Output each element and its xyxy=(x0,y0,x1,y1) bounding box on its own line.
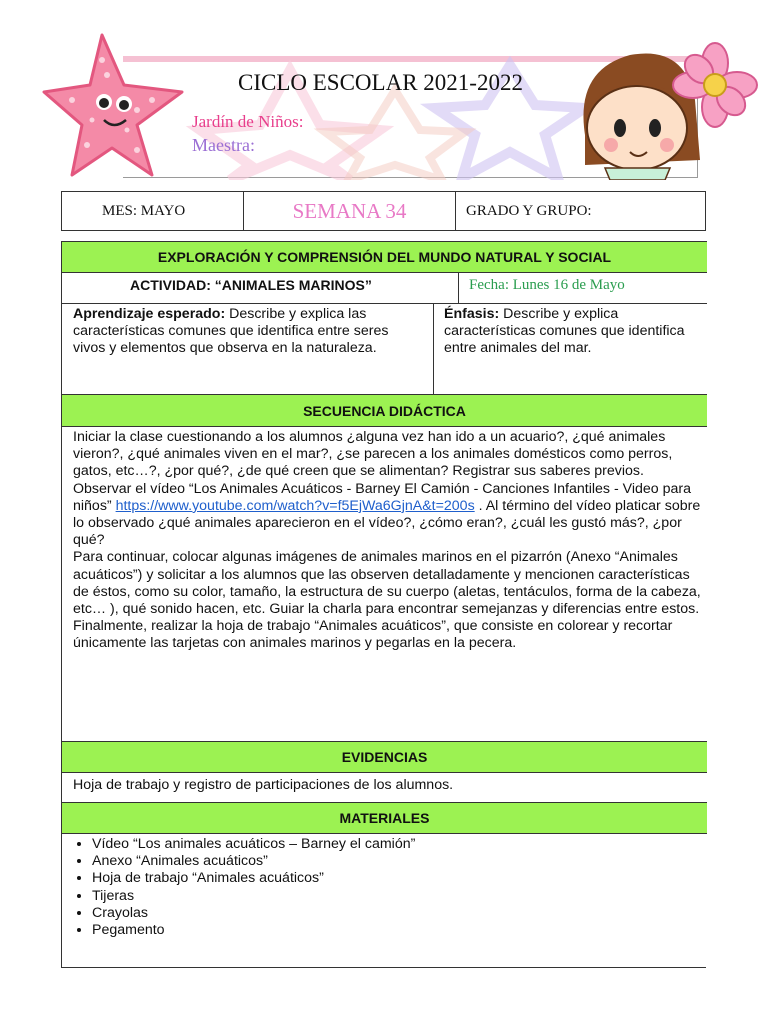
info-row xyxy=(61,191,706,231)
grade-group-cell: GRADO Y GRUPO: xyxy=(466,202,592,219)
planning-table xyxy=(61,241,706,968)
emphasis-label: Énfasis: xyxy=(444,306,500,322)
material-item: • Vídeo “Los animales acuáticos – Barney el camión” xyxy=(92,836,692,853)
expected-learning-label: Aprendizaje esperado: xyxy=(73,306,226,322)
kindergarten-label: Jardín de Niños: xyxy=(192,112,304,131)
girl-with-flower-illustration xyxy=(575,40,765,180)
sequence-paragraph: Iniciar la clase cuestionando a los alumnos ¿alguna vez han ido a un acuario?, ¿qué animales vieron?, ¿qué animales viven en el mar?, ¿se parecen a los animales domésticos como perros, gatos, etc…?, ¿por qué?, ¿de qué creen que se alimentan? Registrar sus saberes previos. xyxy=(73,429,673,480)
material-item: • Hoja de trabajo “Animales acuáticos” xyxy=(92,870,692,887)
evidence-text: Hoja de trabajo y registro de participaciones de los alumnos. xyxy=(73,777,454,793)
materials-list xyxy=(62,836,692,939)
divider xyxy=(458,273,459,303)
material-item: • Crayolas xyxy=(92,905,692,922)
emphasis-text: Describe y explica características comunes que identifica entre animales del mar. xyxy=(444,306,685,357)
evidence-heading: EVIDENCIAS xyxy=(62,741,707,773)
field-heading: EXPLORACIÓN Y COMPRENSIÓN DEL MUNDO NATURAL Y SOCIAL xyxy=(62,241,707,273)
activity-date: Fecha: Lunes 16 de Mayo xyxy=(469,277,625,293)
sequence-body xyxy=(73,429,703,653)
sequence-paragraph: Para continuar, colocar algunas imágenes de animales marinos en el pizarrón (Anexo “Animales acuáticos”) y solicitar a los alumnos que las observen detalladamente y mencionen características de éstos, como su color, tamaño, la estructura de su cuerpo (aletas, tentáculos, forma de la cabeza, etc… ), qué sonido hacen, etc. Guiar la charla para encontrar semejanzas y diferencias entre estos. xyxy=(73,549,701,618)
teacher-label: Maestra: xyxy=(192,135,255,155)
expected-learning xyxy=(73,306,423,358)
material-item: • Pegamento xyxy=(92,922,692,939)
material-item: • Tijeras xyxy=(92,888,692,905)
sequence-text: . Al término del vídeo platicar sobre lo observado ¿qué animales aparecieron en el vídeo?, ¿cómo eran?, ¿cuál les gustó más?, ¿por qué? xyxy=(73,497,701,549)
school-year-title: CICLO ESCOLAR 2021-2022 xyxy=(238,70,523,95)
sequence-text: Observar el vídeo “Los Animales Acuáticos - Barney El Camión - Canciones Infantiles - Video para niños” xyxy=(73,480,691,514)
sequence-paragraph xyxy=(73,481,703,550)
sequence-paragraph: Finalmente, realizar la hoja de trabajo “Animales acuáticos”, que consiste en colorear y recortar únicamente las tarjetas con animales marinos y pegarlas en la pecera. xyxy=(73,618,673,652)
month-cell: MES: MAYO xyxy=(62,192,244,230)
week-cell: SEMANA 34 xyxy=(244,192,456,230)
emphasis xyxy=(444,306,699,358)
video-link[interactable]: https://www.youtube.com/watch?v=f5EjWa6GjnA&t=200s xyxy=(115,497,475,514)
materials-heading: MATERIALES xyxy=(62,802,707,834)
materials-bullets xyxy=(62,836,692,939)
activity-title: ACTIVIDAD: “ANIMALES MARINOS” xyxy=(130,277,372,293)
starfish-illustration xyxy=(42,30,192,180)
expected-learning-text: Describe y explica las características comunes que identifica entre seres vivos y elementos que observa en la naturaleza. xyxy=(73,306,389,357)
sequence-heading: SECUENCIA DIDÁCTICA xyxy=(62,394,707,427)
divider xyxy=(433,303,434,394)
divider xyxy=(62,303,707,304)
material-item: • Anexo “Animales acuáticos” xyxy=(92,853,692,870)
